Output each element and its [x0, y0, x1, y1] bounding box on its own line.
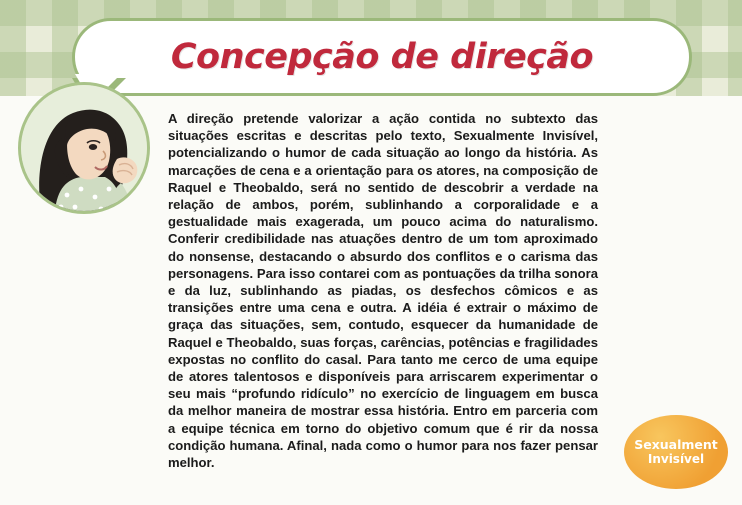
logo-stamp [624, 415, 728, 489]
logo-text-group [624, 415, 728, 489]
woman-illustration-icon [21, 85, 147, 211]
portrait-avatar [18, 82, 150, 214]
body-paragraph: A direção pretende valorizar a ação contida no subtexto das situações escritas e descritas pelo texto, Sexualmente Invisível, potencializando o humor de cada situação ao longo da história. As marcações de cena e a orientação para os atores, na composição de Raquel e Theobaldo, será no sentido de descobrir a verdade na relação de ambos, porém, sublinhando a corporalidade e a gestualidade mais exagerada, um pouco acima do naturalismo. Conferir credibilidade nas atuações dentro de um tom aproximado do nonsense, destacando o absurdo dos conflitos e o carisma das personagens. Para isso contarei com as pontuações da trilha sonora e da luz, sublinhando as piadas, os desfechos cômicos e as transições entre uma cena e outra. A idéia é extrair o máximo de graça das situações, sem, contudo, esquecer da humanidade de Raquel e Theobaldo, suas forças, carências, potências e fragilidades expostas no conflito do casal. Para tanto me cerco de uma equipe de atores talentosos e disponíveis para arriscarem experimentar o seu mais “profundo ridículo” no exercício de linguagem em busca da melhor maneira de mostrar essa história. Entro em parceria com a equipe técnica em torno do objetivo comum que é rir da nossa condição humana. Afinal, nada como o humor para nos fazer pensar melhor. [168, 111, 598, 471]
logo-line-1: Sexualment [634, 437, 718, 452]
page-title: Concepção de direção [170, 37, 594, 77]
logo-line-2: Invisível [647, 452, 705, 466]
speech-balloon [72, 18, 692, 96]
